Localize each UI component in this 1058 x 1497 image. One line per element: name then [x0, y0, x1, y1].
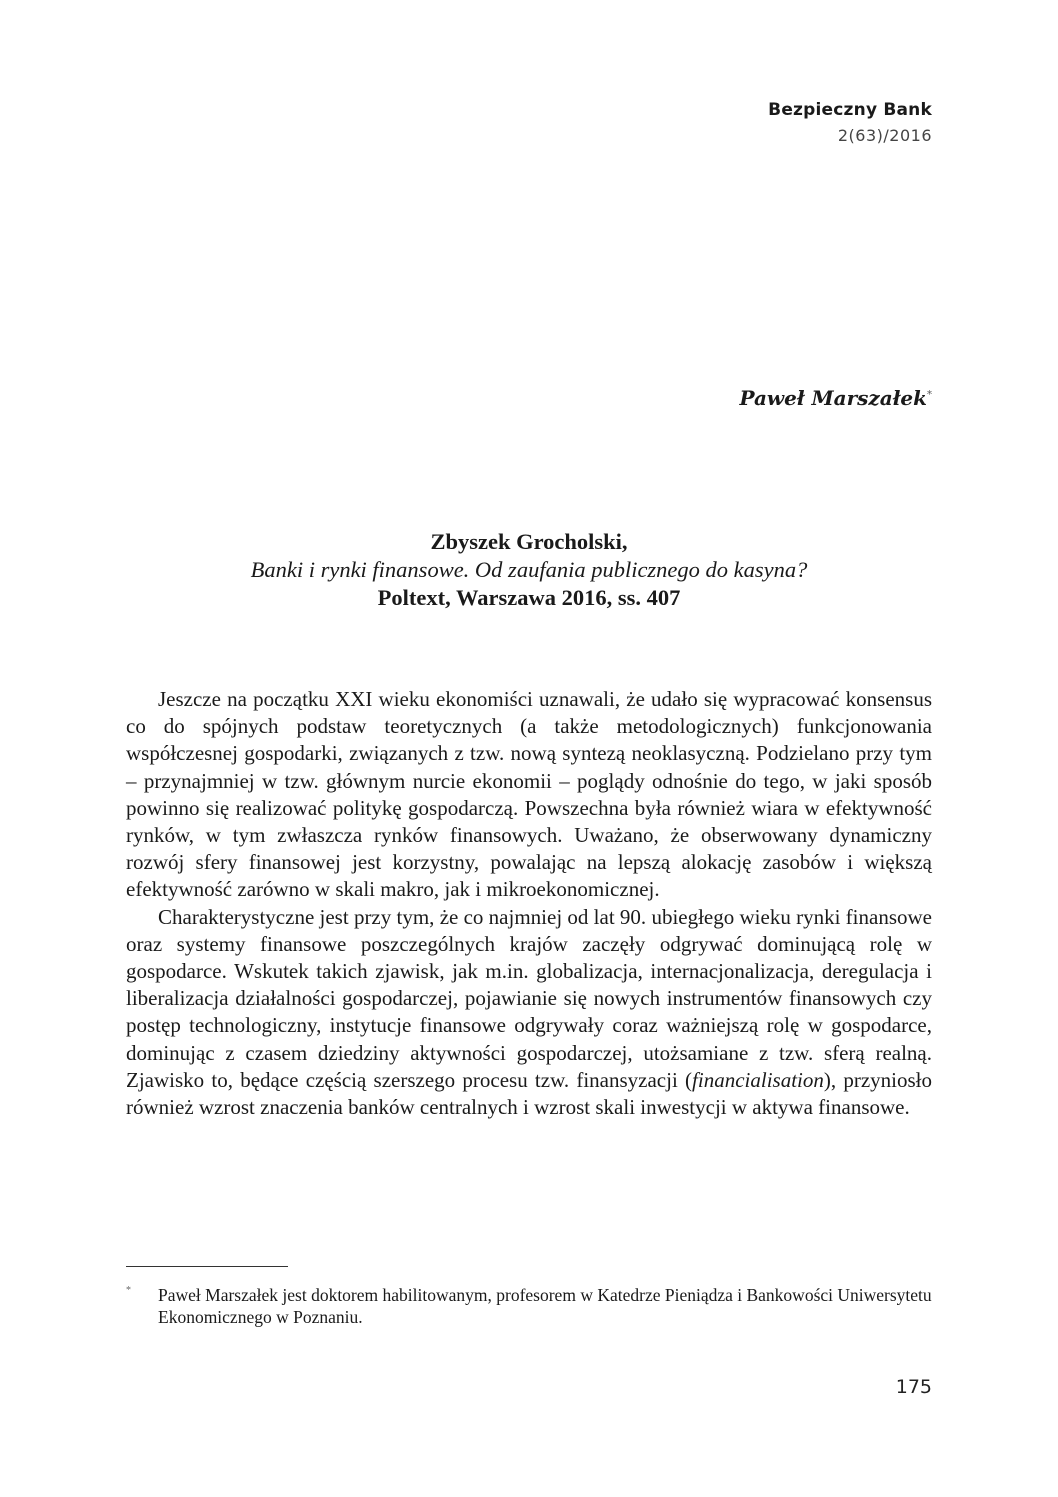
footnote-mark: * — [126, 1285, 131, 1296]
journal-issue: 2(63)/2016 — [837, 126, 932, 145]
page-number: 175 — [895, 1376, 932, 1398]
review-author — [739, 386, 932, 410]
paragraph-2-emphasis: financialisation — [692, 1067, 824, 1092]
book-publication: Poltext, Warszawa 2016, ss. 407 — [377, 585, 681, 610]
paragraph-2-text-before: Charakterystyczne jest przy tym, że co najmniej od lat 90. ubiegłego wieku rynki finansowe oraz systemy finansowe poszczególnych krajów zaczęły odgrywać dominującą rolę w gospodarce. Wskutek takich zjawisk, jak m.in. globalizacja, internacjonalizacja, deregulacja i liberalizacja działalności gospodarczej, pojawianie się nowych instrumentów finansowych czy postęp technologiczny, instytucje finansowe odgrywały coraz ważniejszą rolę w gospodarce, dominując z czasem dziedziny aktywności gospodarczej, utożsamiane z tzw. sferą realną. Zjawisko to, będące częścią szerszego procesu tzw. finansyzacji ( — [126, 904, 932, 1092]
author-name: Paweł Marszałek — [739, 386, 927, 410]
footnote — [126, 1284, 932, 1328]
paragraph-2-text-after: ), przyniosło również wzrost znaczenia banków centralnych i wzrost skali inwestycji w aktywa finansowe. — [126, 1067, 932, 1120]
book-author: Zbyszek Grocholski, — [430, 529, 628, 554]
paragraph-2 — [126, 904, 932, 1122]
paragraph-1: Jeszcze na początku XXI wieku ekonomiści uznawali, że udało się wypracować konsensus co do spójnych podstaw teoretycznych (a także metodologicznych) funkcjonowania współczesnej gospodarki, związanych z tzw. nową syntezą neoklasyczną. Podzielano przy tym – przynajmniej w tzw. głównym nurcie ekonomii – poglądy odnośnie do tego, w jaki sposób powinno się realizować politykę gospodarczą. Powszechna była również wiara w efektywność rynków, w tym zwłaszcza rynków finansowych. Uważano, że obserwowany dynamiczny rozwój sfery finansowej jest korzystny, powalając na lepszą alokację zasobów i większą efektywność zarówno w skali makro, jak i mikroekonomicznej. — [126, 687, 932, 902]
journal-header — [768, 100, 932, 145]
book-title: Banki i rynki finansowe. Od zaufania publicznego do kasyna? — [250, 557, 808, 582]
footnote-text: Paweł Marszałek jest doktorem habilitowanym, profesorem w Katedrze Pieniądza i Bankowości Uniwersytetu Ekonomicznego w Poznaniu. — [158, 1285, 932, 1327]
author-footnote-mark: * — [927, 389, 932, 401]
reviewed-book-citation — [126, 528, 932, 612]
body-text — [126, 686, 932, 1121]
footnote-divider — [126, 1266, 288, 1267]
journal-name: Bezpieczny Bank — [768, 100, 932, 120]
